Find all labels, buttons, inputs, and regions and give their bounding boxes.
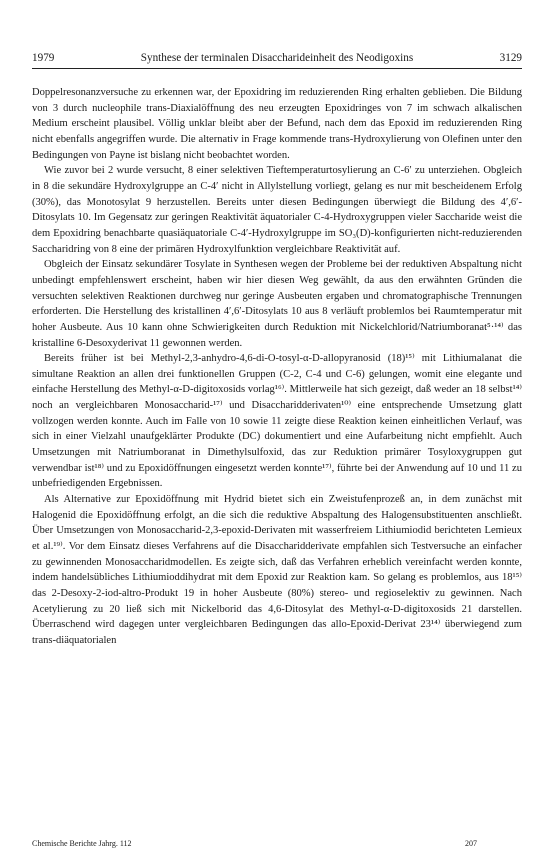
document-page — [32, 52, 522, 649]
running-header — [32, 52, 522, 69]
footer-page-number: 207 — [465, 839, 477, 848]
footer-journal: Chemische Berichte Jahrg. 112 — [32, 839, 132, 848]
paragraph: Doppelresonanzversuche zu erkennen war, der Epoxidring im reduzierenden Ring erhalten geblieben. Die Bildung von 3 durch nucleophile trans-Diaxialöffnung des neu erzeugten Epoxidringes von 7 im schwach alkalischen Medium erscheint plausibel. Völlig unklar bleibt aber der Befund, nach dem das Epoxid im reduzierenden Ring nicht ebenfalls angegriffen wurde. Die alternativ in Frage kommende trans-Hydroxylierung von Olefinen unter den Bedingungen von Payne ist bislang nicht beobachtet worden. — [32, 87, 522, 161]
paragraph: Bereits früher ist bei Methyl-2,3-anhydro-4,6-di-O-tosyl-α-D-allopyranosid (18)¹⁵⁾ mit Lithiumalanat die simultane Reaktion an allen drei funktionellen Gruppen (C-2, C-4 und C-6) gelungen, womit eine elegante und einfache Herstellung des Methyl-α-D-digitoxosids vorlag¹⁶⁾. Mittlerweile hat sich gezeigt, daß weder an 18 selbst¹⁴⁾ noch an vergleichbaren Monosaccharid-¹⁷⁾ und Disaccharidderivaten¹⁰⁾ eine entsprechende Umsetzung glatt vollzogen werden konnte. Auch im Falle von 10 sowie 11 zeigte diese Reaktion keinen einheitlichen Verlauf, was sich in einer Vielzahl unaufgeklärter Produkte (DC) dokumentiert und eine Aufarbeitung nicht empfiehlt. Auch Umsetzungen mit Natriumboranat in Dimethylsulfoxid, das zur Reduktion primärer Tosyloxygruppen gut verwendbar ist¹⁸⁾ und zu Epoxidöffnungen eingesetzt werden konnte¹⁷⁾, führte bei der Anwendung auf 10 und 11 zu unbefriedigenden Ergebnissen. — [32, 353, 522, 490]
paragraph: Obgleich der Einsatz sekundärer Tosylate in Synthesen wegen der Probleme bei der reduktiven Abspaltung nicht unbedingt empfehlenswert erscheint, haben wir hier diesen Weg gewählt, da aus den erwähnten Gründen die versuchten selektiven Reaktionen durchweg nur geringe Ausbeuten ergaben und chromatographische Trennungen erforderten. Die Herstellung des kristallinen 4′,6′-Ditosylats 10 aus 8 verläuft problemlos bei Raumtemperatur mit hoher Ausbeute. Aus 10 kann ohne Schwierigkeiten durch Reduktion mit Nickelchlorid/Natriumboranat⁵·¹⁴⁾ das kristalline 6-Desoxyderivat 11 gewonnen werden. — [32, 259, 522, 349]
header-title: Synthese der terminalen Disaccharideinheit des Neodigoxins — [140, 52, 414, 64]
paragraph: Wie zuvor bei 2 wurde versucht, 8 einer selektiven Tieftemperaturtosylierung an C-6′ zu unterziehen. Obgleich in 8 die sekundäre Hydroxylgruppe an C-4′ nicht in Allylstellung vorliegt, gelang es nur mit bescheidenem Erfolg (30%), das Monotosylat 9 herzustellen. Bereits unter diesen Bedingungen überwiegt die Bildung des 4′,6′-Ditosylats 10. Im Gegensatz zur geringen Reaktivität äquatorialer C-4-Hydroxygruppen vieler Saccharide weist die dem Epoxidring benachbarte quasiäquatoriale C-4′-Hydroxylgruppe im SO₃(D)-konfigurierten nicht-reduzierenden Saccharidring von 8 eine der primären Hydroxylfunktion vergleichbare Reaktivität auf. — [32, 165, 522, 255]
header-page-number: 3129 — [499, 52, 522, 64]
body-text — [32, 85, 522, 649]
paragraph: Als Alternative zur Epoxidöffnung mit Hydrid bietet sich ein Zweistufenprozeß an, in dem zunächst mit Halogenid die Epoxidöffnung erfolgt, an die sich die reduktive Abspaltung des Halogensubstituenten anschließt. Über Umsetzungen von Monosaccharid-2,3-epoxid-Derivaten mit wasserfreiem Lithiumiodid berichteten Lemieux et al.¹⁹⁾. Vor dem Einsatz dieses Verfahrens auf die Disaccharidderivate empfahlen sich Testversuche an einfacher zu gewinnenden Monosaccharidmodellen. Es zeigte sich, daß das Verfahren erheblich vereinfacht werden konnte, indem handelsübliches Lithiumioddihydrat mit dem Epoxid zur Reaktion kam. So gelang es problemlos, aus 18¹⁵⁾ das 2-Desoxy-2-iod-altro-Produkt 19 in hoher Ausbeute (80%) stereo- und regioselektiv zu gewinnen. Nach Acetylierung zu 20 ließ sich mit Nickelborid das 4,6-Ditosylat des Methyl-α-D-digitoxosids 21 darstellen. Überraschend wird dagegen unter vergleichbaren Bedingungen das allo-Epoxid-Derivat 23¹⁴⁾ überwiegend zum trans-diäquatorialen — [32, 494, 522, 646]
header-year: 1979 — [32, 52, 55, 64]
page-footer — [32, 839, 512, 848]
